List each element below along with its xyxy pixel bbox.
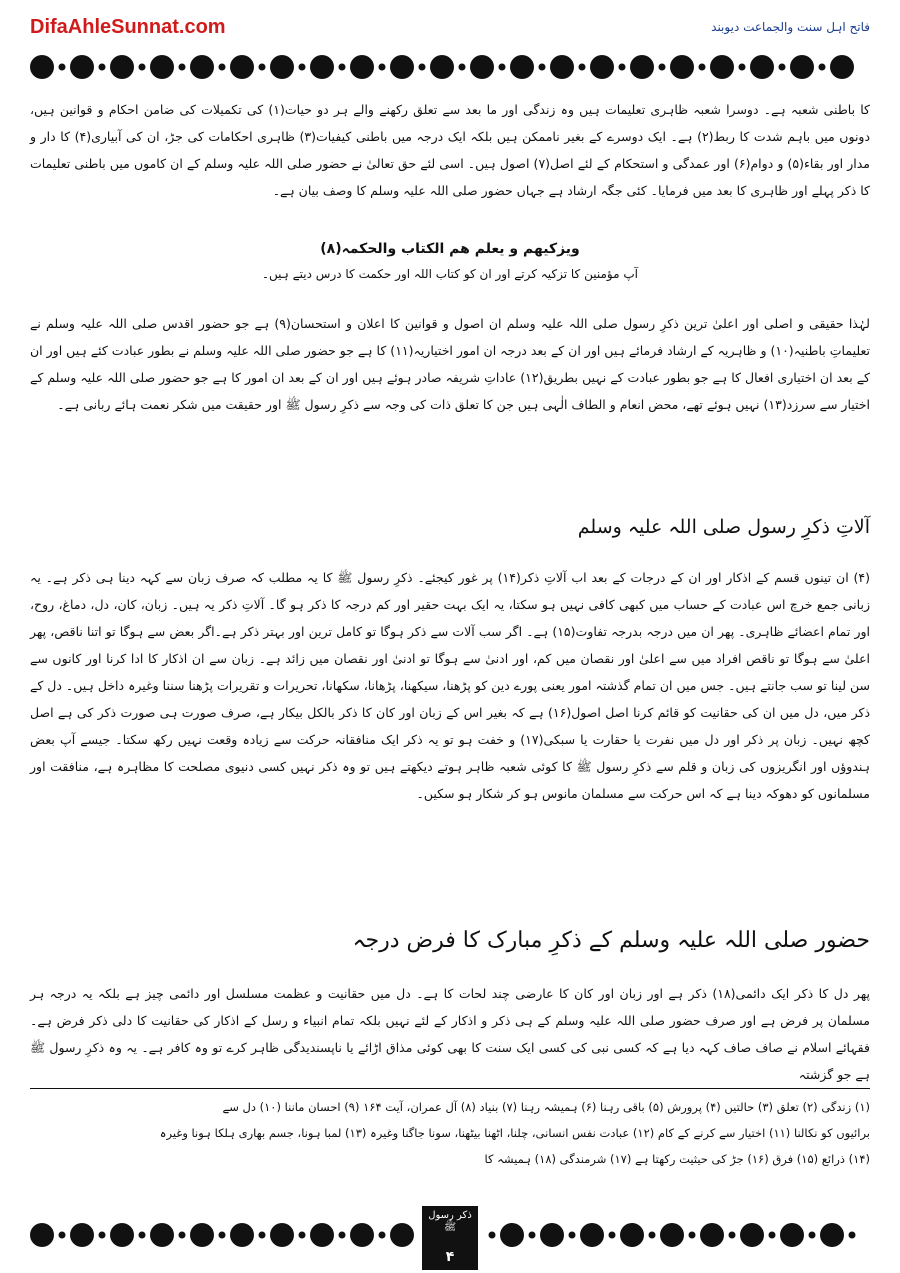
ornament-bead-small — [139, 1232, 146, 1239]
ornament-bead-small — [339, 1232, 346, 1239]
ornament-top — [30, 50, 870, 84]
footnote-line: (۱۴) ذرائع (۱۵) فرق (۱۶) جڑ کی حیثیت رکھتا ہے (۱۷) شرمندگی (۱۸) ہمیشہ کا — [484, 1152, 870, 1166]
page-number: ۴ — [445, 1249, 455, 1265]
ornament-bead-small — [339, 64, 346, 71]
footnotes — [30, 1094, 870, 1172]
ornament-bead-small — [259, 64, 266, 71]
ornament-bead-small — [139, 64, 146, 71]
site-title: DifaAhleSunnat.com — [30, 16, 226, 38]
ornament-bead-small — [529, 1232, 536, 1239]
footnote-line: (۱) زندگی (۲) تعلق (۳) حالتیں (۴) پرورش (۵) باقی رہنا (۶) ہمیشہ رہنا (۷) بنیاد (۸) آل عمران، آیت ۱۶۴ (۹) احسان ماننا (۱۰) دل سے — [222, 1100, 870, 1114]
heading-alat: آلاتِ ذکرِ رسول صلی اللہ علیہ وسلم — [577, 516, 870, 538]
ornament-bead-large — [510, 55, 534, 79]
ornament-bead-small — [619, 64, 626, 71]
ornament-bead-large — [230, 55, 254, 79]
page-subtitle: فاتح اہل سنت والجماعت دیوبند — [711, 20, 870, 34]
ornament-bead-small — [699, 64, 706, 71]
ornament-bead-small — [739, 64, 746, 71]
ornament-bead-small — [659, 64, 666, 71]
ornament-bead-large — [390, 1223, 414, 1247]
ornament-bead-small — [59, 64, 66, 71]
ornament-bead-large — [350, 55, 374, 79]
ornament-bead-small — [299, 1232, 306, 1239]
quote-arabic: ویزکیھم و یعلم ھم الکتاب والحکمہ(۸) — [320, 241, 580, 257]
ornament-bead-large — [30, 55, 54, 79]
paragraph-2: لہٰذا حقیقی و اصلی اور اعلیٰ ترین ذکرِ رسول صلی اللہ علیہ وسلم ان اصول و قوانین کا اعلان و استحسان(۹) ہے جو حضور اقدس صلی اللہ علیہ وسلم نے تعلیماتِ باطنیہ(۱۰) و ظاہریہ کے ارشاد فرمائے ہیں اور ان کے بعد درجہ ان امور اختیاریہ(۱۱) کا ہے جو حضور صلی اللہ علیہ وسلم نے بطور عبادت کئے ہیں اور ان کے بعد ان اختیاری افعال کا ہے جو بطور عبادت کے نہیں بطریق(۱۲) عاداتِ شریفہ صادر ہوئے ہیں اور ان کے بعد ان امور کا ہے جو حضور صلی اللہ علیہ وسلم کے اختیار سے سرزد(۱۳) نہیں ہوئے تھے، محض انعام و الطاف الٰہی ہیں جن کا تعلق ذات کی وجہ سے ذکرِ رسول ﷺ اور حقیقت میں شکر نعمت ہائے ربانی ہے۔ — [30, 316, 871, 412]
ornament-bead-small — [649, 1232, 656, 1239]
ornament-bead-large — [70, 1223, 94, 1247]
ornament-bead-large — [830, 55, 854, 79]
quote-block — [30, 236, 870, 298]
paragraph-4: پھر دل کا ذکر ایک دائمی(۱۸) ذکر ہے اور زبان اور کان کا عارضی چند لحات کا ہے۔ دل میں حقانیت و عظمت مسلسل اور دائمی چیز ہے بلکہ یہ درجہ ہر مسلمان پر فرض ہے اور صرف حضور صلی اللہ علیہ وسلم کے ہی ذکر و اذکار کے لئے نہیں بلکہ تمام انبیاء و رسل کے اذکار کی حقانیت کا دلی ذکر فرض ہے۔ فقہائے اسلام نے صاف صاف کہہ دیا ہے کہ کسی نبی کی کسی ایک سنت کا بھی کوئی مذاق اڑائے یا ناپسندیدگی ظاہر کرے تو وہ کافر ہے۔ یہ وہ ذکرِ رسول ﷺ ہے جو گزشتہ — [30, 986, 870, 1082]
heading-farz: حضور صلی اللہ علیہ وسلم کے ذکرِ مبارک کا فرض درجہ — [352, 928, 870, 953]
ornament-bead-small — [419, 64, 426, 71]
ornament-bead-large — [150, 55, 174, 79]
ornament-bead-large — [190, 1223, 214, 1247]
footnote-rule — [30, 1088, 870, 1089]
ornament-bead-small — [99, 64, 106, 71]
ornament-bead-small — [539, 64, 546, 71]
ornament-bead-small — [99, 1232, 106, 1239]
ornament-bead-large — [270, 1223, 294, 1247]
ornament-bead-small — [179, 64, 186, 71]
ornament-bead-large — [630, 55, 654, 79]
ornament-bead-small — [499, 64, 506, 71]
ornament-bead-large — [590, 55, 614, 79]
footer-title: ذکر رسول ﷺ — [428, 1210, 472, 1233]
ornament-bead-large — [620, 1223, 644, 1247]
ornament-bead-large — [750, 55, 774, 79]
ornament-bead-small — [819, 64, 826, 71]
ornament-bead-large — [30, 1223, 54, 1247]
ornament-bead-large — [820, 1223, 844, 1247]
ornament-bead-small — [459, 64, 466, 71]
ornament-bead-large — [110, 1223, 134, 1247]
ornament-bead-large — [310, 55, 334, 79]
ornament-bead-large — [580, 1223, 604, 1247]
ornament-bead-large — [470, 55, 494, 79]
ornament-bead-large — [500, 1223, 524, 1247]
ornament-bead-large — [540, 1223, 564, 1247]
ornament-bead-small — [729, 1232, 736, 1239]
ornament-bead-small — [769, 1232, 776, 1239]
ornament-bead-small — [379, 1232, 386, 1239]
ornament-bead-large — [110, 55, 134, 79]
footer-page-box — [422, 1206, 478, 1270]
ornament-bead-large — [430, 55, 454, 79]
ornament-bead-large — [310, 1223, 334, 1247]
ornament-bead-small — [609, 1232, 616, 1239]
ornament-bead-small — [809, 1232, 816, 1239]
ornament-bead-small — [219, 64, 226, 71]
paragraph-1: کا باطنی شعبہ ہے۔ دوسرا شعبہ ظاہری تعلیمات ہیں وہ زندگی اور ما بعد سے تعلق رکھنے والے ہر دو حیات(۱) کی تکمیلات کی ضامن احکام و قوانین ہیں، دونوں میں باہم شدت کا ربط(۲) ہے۔ ایک دوسرے کے بغیر ناممکن ہیں بلکہ ایک درجہ میں باطنی کیفیات(۳) ظاہری احکامات کی جڑ، ان کی آبیاری(۴) کا دار و مدار اور بقاء(۵) و دوام(۶) اور عمدگی و استحکام کے لئے اصل(۷) اصول ہیں۔ اسی لئے حق تعالیٰ نے حضور صلی اللہ علیہ وسلم کے ان کاموں میں باطنی تعلیمات کا ذکر پہلے اور ظاہری کا بعد میں فرمایا۔ کئی جگہ ارشاد ہے جہاں حضور صلی اللہ علیہ وسلم کا وصف بیان ہے۔ — [30, 102, 871, 198]
quote-urdu: آپ مؤمنین کا تزکیہ کرتے اور ان کو کتاب اللہ اور حکمت کا درس دیتے ہیں۔ — [262, 267, 638, 281]
ornament-bead-large — [230, 1223, 254, 1247]
ornament-bead-large — [790, 55, 814, 79]
ornament-bead-small — [489, 1232, 496, 1239]
ornament-bead-small — [579, 64, 586, 71]
ornament-bead-large — [660, 1223, 684, 1247]
ornament-bead-large — [550, 55, 574, 79]
ornament-bead-small — [569, 1232, 576, 1239]
ornament-bead-large — [390, 55, 414, 79]
ornament-bead-large — [700, 1223, 724, 1247]
ornament-bead-small — [59, 1232, 66, 1239]
ornament-bead-small — [379, 64, 386, 71]
ornament-bead-small — [689, 1232, 696, 1239]
ornament-bead-large — [350, 1223, 374, 1247]
ornament-bead-large — [740, 1223, 764, 1247]
ornament-bead-small — [219, 1232, 226, 1239]
ornament-bead-small — [299, 64, 306, 71]
ornament-bead-large — [150, 1223, 174, 1247]
ornament-bead-large — [780, 1223, 804, 1247]
ornament-bead-large — [70, 55, 94, 79]
ornament-bead-small — [179, 1232, 186, 1239]
ornament-bead-large — [270, 55, 294, 79]
ornament-bead-small — [259, 1232, 266, 1239]
footnote-line: برائیوں کو نکالنا (۱۱) اختیار سے کرنے کے کام (۱۲) عبادت نفس انسانی، چلنا، اٹھنا بیٹھنا، سونا جاگنا وغیرہ (۱۳) لمبا ہونا، جسم بھاری ہلکا ہونا وغیرہ — [159, 1126, 870, 1140]
ornament-bead-small — [779, 64, 786, 71]
ornament-bead-large — [670, 55, 694, 79]
ornament-bead-small — [849, 1232, 856, 1239]
ornament-bead-large — [190, 55, 214, 79]
ornament-bead-large — [710, 55, 734, 79]
paragraph-3: (۴) ان تینوں قسم کے اذکار اور ان کے درجات کے بعد اب آلاتِ ذکر(۱۴) پر غور کیجئے۔ ذکرِ رسول ﷺ کا یہ مطلب کہ صرف زبان سے کہہ دینا ہی ذکر ہے۔ یہ زبانی جمع خرچ اس عبادت کے حساب میں کبھی کافی نہیں ہو سکتا، یہ ایک بہت حقیر اور کم درجہ کا ذکر ہو گا۔ آلاتِ ذکر یہ ہیں۔ زبان، کان، دل، دماغ، روح، اور تمام اعضائے ظاہری۔ پھر ان میں درجہ بدرجہ تفاوت(۱۵) ہے۔ اگر سب آلات سے ذکر ہوگا تو کامل ترین اور بہتر ذکر ہے۔اگر بعض سے ہوگا تو اتنا ناقص، پھر اعلیٰ سے ہوگا تو ناقص افراد میں سے اعلیٰ اور نقصان میں کم، اور ادنیٰ سے ہوگا تو ادنیٰ اور نقصان میں زائد ہے۔ زبان سے ان اذکار کا ادا کرنا اور کانوں سے سن لینا تو سب جانتے ہیں۔ جس میں ان تمام گذشتہ امور یعنی پورے دین کو پڑھنا، سیکھنا، پڑھانا، سکھانا، تحریرات و تقریرات پڑھنا سننا وغیرہ داخل ہیں۔ دل کے ذکر میں، دل میں ان کی حقانیت کو قائم کرنا اصل اصول(۱۶) ہے کہ بغیر اس کے زبان اور کان کا ذکر بالکل بیکار ہے، صرف صورت ہی صورت ذکر کی ہے اصل کچھ نہیں۔ زبان پر ذکر اور دل میں نفرت یا حقارت یا سبکی(۱۷) و خفت ہو تو یہ ذکر ایک منافقانہ حرکت سے زیادہ وقعت نہیں رکھ سکتا۔ جیسے آپ بعض ہندوؤں اور انگریزوں کی زبان و قلم سے ذکرِ رسول ﷺ کا کوئی شعبہ ظاہر ہوتے دیکھتے ہیں تو وہ ذکر نہیں کسی دنیوی مصلحت کا مظاہرہ ہے، منافقت اور مسلمانوں کو دھوکہ دینا ہے کہ اس حرکت سے مسلمان مانوس ہو کر شکار ہو سکیں۔ — [30, 570, 871, 801]
